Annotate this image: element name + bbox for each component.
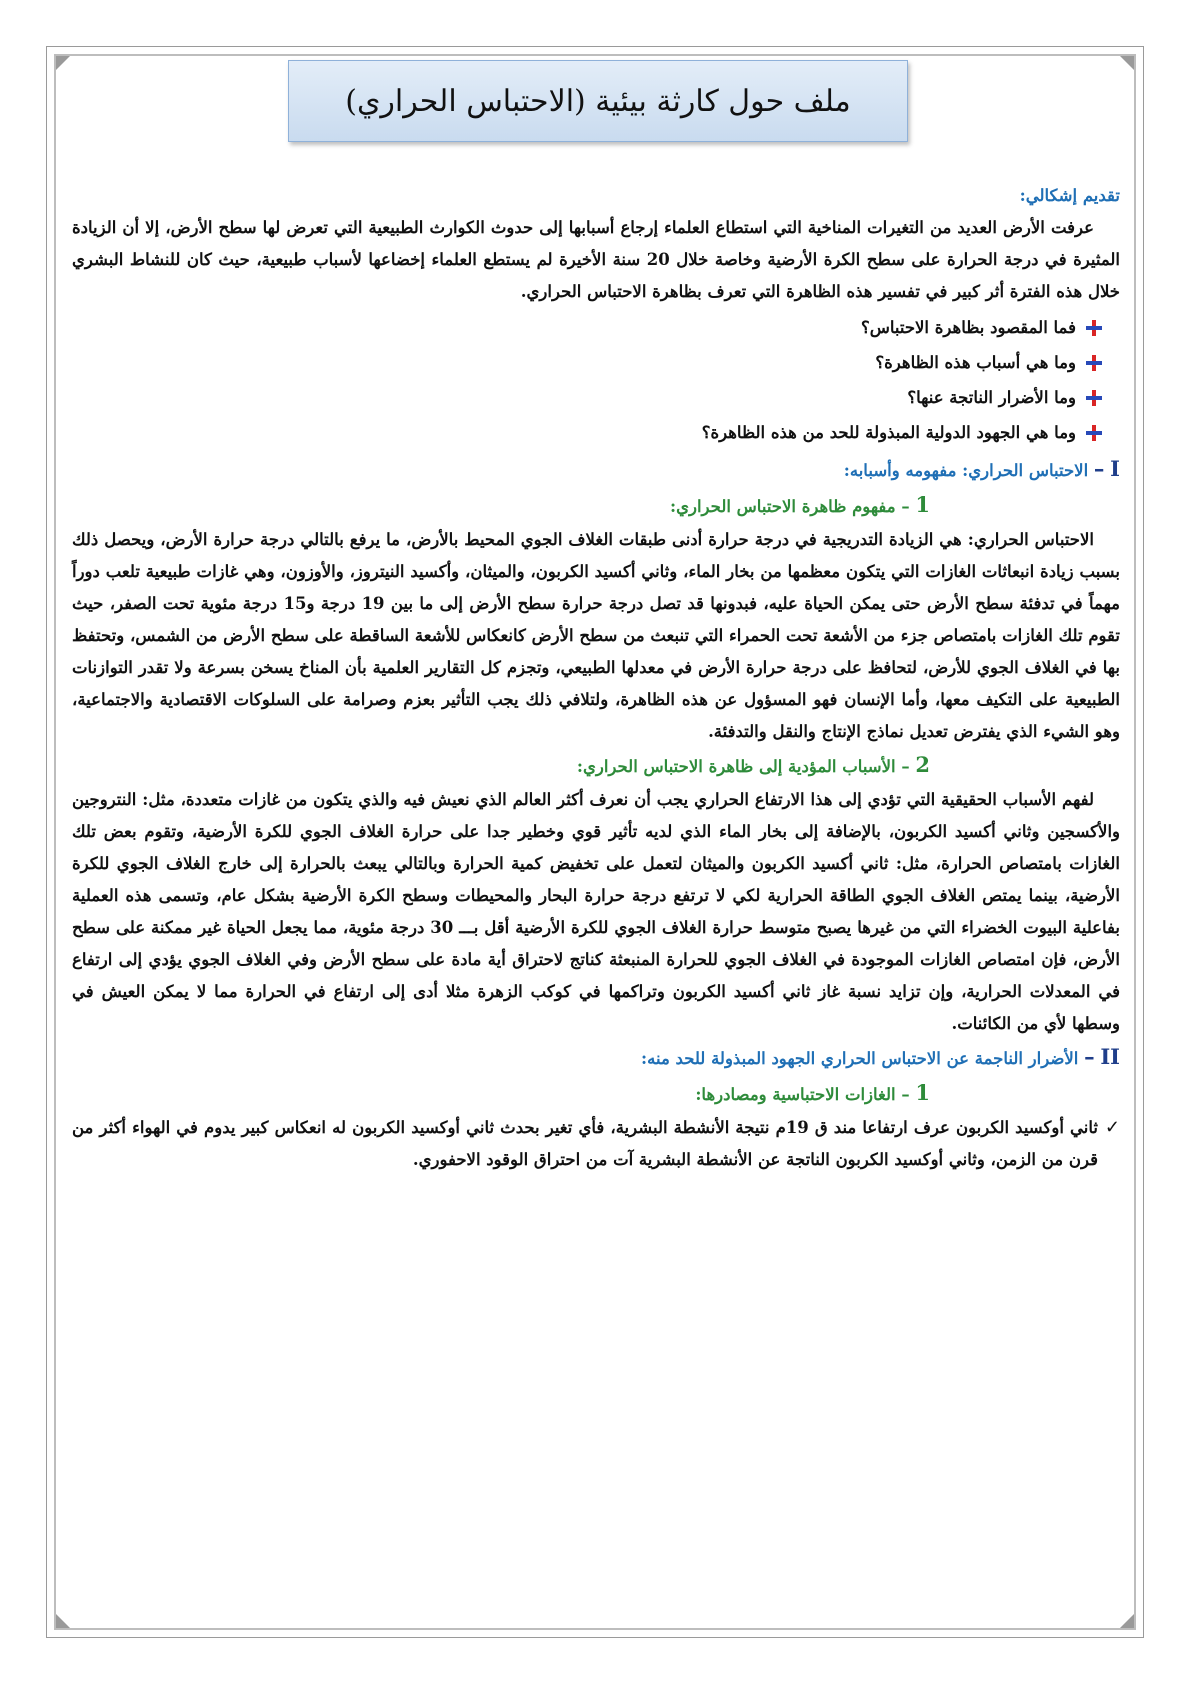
- title-box: [288, 60, 908, 142]
- checkmark-icon: ✓: [1104, 1117, 1120, 1138]
- list-item: وما هي الجهود الدولية المبذولة للحد من هذه الظاهرة؟: [72, 415, 1102, 450]
- intro-paragraph: عرفت الأرض العديد من التغيرات المناخية التي استطاع العلماء إرجاع أسبابها إلى حدوث الكوارث الطبيعية التي تعرض لها سطح الأرض، إلا أن الزيادة المثيرة في درجة الحرارة على سطح الكرة الأرضية وخاصة خلال 20 سنة الأخيرة لم يستطع العلماء إخضاعها لأسباب طبيعية، حيث كان للنشاط البشري خلال هذه الفترة أثر كبير في تفسير هذه الظاهرة التي تعرف بظاهرة الاحتباس الحراري.: [72, 218, 1120, 301]
- corner-ornament: [56, 56, 70, 70]
- colored-cross-icon: [1086, 320, 1102, 336]
- check-item-text: ثاني أوكسيد الكربون عرف ارتفاعا مند ق 19م نتيجة الأنشطة البشرية، فأي تغير بحدث ثاني أوكسيد الكربون له انعكاس كبير يدوم في الهواء أكثر من قرن من الزمن، وثاني أوكسيد الكربون الناتجة عن الأنشطة البشرية آت من احتراق الوقود الاحفوري.: [72, 1118, 1098, 1169]
- document-body: [72, 180, 1120, 1600]
- section-1-2-paragraph: لفهم الأسباب الحقيقية التي تؤدي إلى هذا الارتفاع الحراري يجب أن نعرف أكثر العالم الذي نعيش فيه والذي يتكون من غازات متعددة، مثل: النتروجين والأكسجين وثاني أكسيد الكربون، بالإضافة إلى بخار الماء الذي لديه تأثير قوي وخطير جدا على حرارة الغلاف الجوي للكرة الأرضية، وتقوم بعض تلك الغازات بامتصاص الحرارة، مثل: ثاني أكسيد الكربون والميثان لتعمل على تخفيض كمية الحرارة وبالتالي يبعث بالحرارة إلى خارج الغلاف الجوي للكرة الأرضية، بينما يمتص الغلاف الجوي الطاقة الحرارية لكي لا ترتفع درجة حرارة البحار والمحيطات وسطح الكرة الأرضية بشكل عام، وتسمى هذه العملية بفاعلية البيوت الخضراء التي من غيرها يصبح متوسط حرارة الغلاف الجوي للكرة الأرضية أقل بـــ 30 درجة مئوية، مما يجعل الحياة غير ممكنة على سطح الأرض، فإن امتصاص الغازات الموجودة في الغلاف الجوي للحرارة المنبعثة كناتج لاحتراق أية مادة على سطح الأرض وفي الغلاف الجوي يؤدي إلى ارتفاع في المعدلات الحرارية، وإن تزايد نسبة غاز ثاني أكسيد الكربون وتراكمها في كوكب الزهرة مثلا أدى إلى ارتفاع في الحرارة مما لا يمكن العيش في وسطها لأي من الكائنات.: [72, 790, 1120, 1033]
- section-2-heading: II – الأضرار الناجمة عن الاحتباس الحراري الجهود المبذولة للحد منه:: [641, 1044, 1120, 1069]
- section-1-1-paragraph: الاحتباس الحراري: هي الزيادة التدريجية في درجة حرارة أدنى طبقات الغلاف الجوي المحيط بالأرض، ما يرفع بالتالي درجة حرارة الأرض، ويحصل ذلك بسبب زيادة انبعاثات الغازات التي يتكون معظمها من بخار الماء، وثاني أكسيد الكربون، والميثان، وأكسيد النيتروز، والأوزون، وهي غازات طبيعية تلعب دوراً مهماً في تدفئة سطح الأرض حتى يمكن الحياة عليه، فبدونها قد تصل درجة حرارة سطح الأرض إلى ما بين 19 درجة و15 درجة مئوية تحت الصفر، حيث تقوم تلك الغازات بامتصاص جزء من الأشعة تحت الحمراء التي تنبعث من سطح الأرض كانعكاس للأشعة الساقطة على سطح الأرض من الشمس، وتحتفظ بها في الغلاف الجوي للأرض، لتحافظ على درجة حرارة الأرض في معدلها الطبيعي، وتجزم كل التقارير العلمية بأن المناخ يسخن بسرعة ولا تقدر التوازنات الطبيعية على التكيف معها، وأما الإنسان فهو المسؤول عن هذه الظاهرة، ولتلافي ذلك يجب التأثير بعزم وصرامة على السلوكات الاقتصادية والاجتماعية، وهو الشيء الذي يفترض تعديل نماذج الإنتاج والنقل والتدفئة.: [72, 530, 1120, 741]
- corner-ornament: [1120, 56, 1134, 70]
- section-1-2-heading: 2 – الأسباب المؤدية إلى ظاهرة الاحتباس الحراري:: [576, 752, 930, 777]
- section-1-heading: I – الاحتباس الحراري: مفهومه وأسبابه:: [843, 456, 1120, 481]
- intro-heading: تقديم إشكالي:: [1019, 186, 1120, 205]
- list-item: وما الأضرار الناتجة عنها؟: [72, 380, 1102, 415]
- section-2-1-heading: 1 – الغازات الاحتباسية ومصادرها:: [695, 1080, 930, 1105]
- section-1-1-heading: 1 – مفهوم ظاهرة الاحتباس الحراري:: [670, 492, 930, 517]
- colored-cross-icon: [1086, 425, 1102, 441]
- document-title: ملف حول كارثة بيئية (الاحتباس الحراري): [345, 83, 851, 119]
- check-list-item: [72, 1112, 1120, 1176]
- questions-list: [72, 310, 1120, 450]
- colored-cross-icon: [1086, 390, 1102, 406]
- colored-cross-icon: [1086, 355, 1102, 371]
- corner-ornament: [56, 1614, 70, 1628]
- list-item: وما هي أسباب هذه الظاهرة؟: [72, 345, 1102, 380]
- list-item: فما المقصود بظاهرة الاحتباس؟: [72, 310, 1102, 345]
- corner-ornament: [1120, 1614, 1134, 1628]
